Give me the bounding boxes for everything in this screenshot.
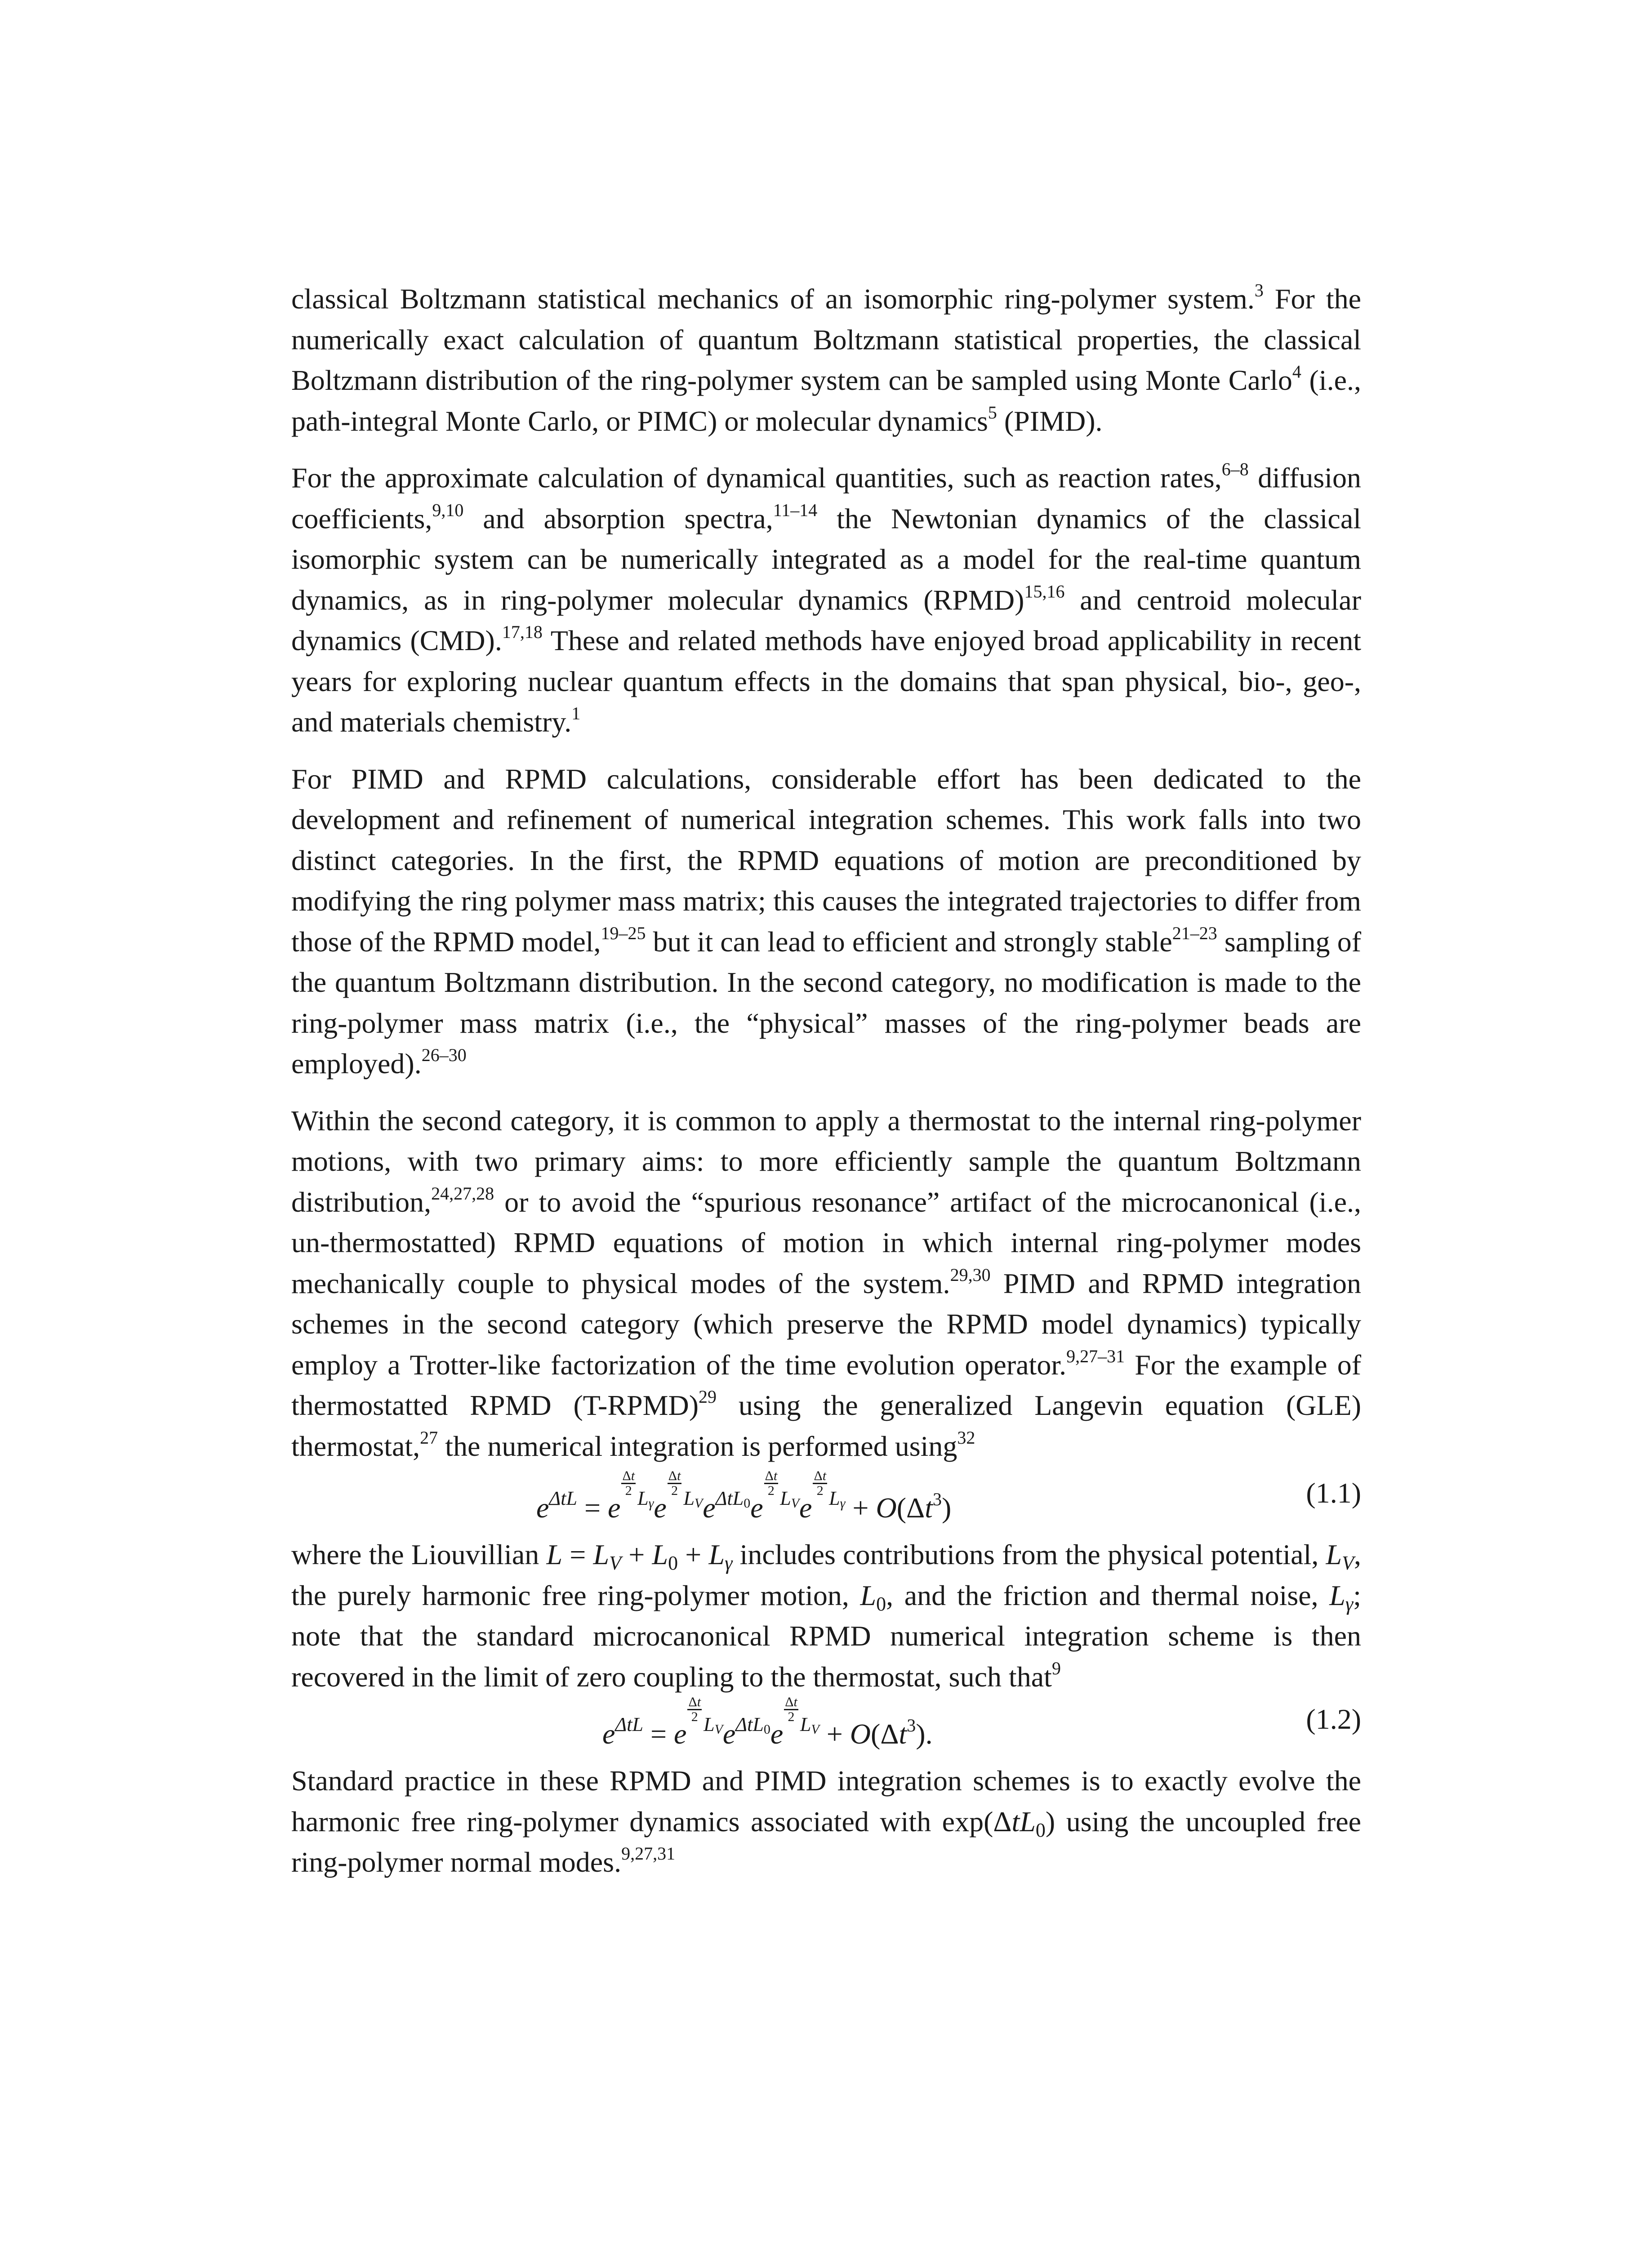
citation-ref: 3 <box>1254 280 1264 300</box>
math-subscript: V <box>1342 1552 1354 1574</box>
text-run: For the example of thermostatted RPMD (T-RPMD) <box>291 1348 1362 1421</box>
citation-ref: 9 <box>1051 1658 1061 1678</box>
text-run: = <box>562 1539 593 1570</box>
text-run: Within the second category, it is common to apply a thermostat to the internal ring-polymer motions, with two primary aims: to more efficiently sample the quantum Boltzmann distribution, <box>291 1104 1361 1218</box>
text-run: + <box>678 1539 709 1570</box>
citation-ref: 15,16 <box>1024 581 1065 602</box>
paragraph-5 <box>291 1534 1361 1697</box>
text-run: ; note that the standard microcanonical RPMD numerical integration scheme is then recovered in the limit of zero coupling to the thermostat, such that <box>291 1579 1362 1693</box>
text-run: using the generalized Langevin equation (GLE) thermostat, <box>291 1389 1361 1462</box>
citation-ref: 21–23 <box>1172 923 1217 943</box>
text-run: includes contributions from the physical potential, <box>732 1539 1326 1570</box>
paragraph-4 <box>291 1101 1361 1467</box>
text-run: the Newtonian dynamics of the classical isomorphic system can be numerically integrated as a model for the real-time quantum dynamics, as in ring-polymer molecular dynamics (RPMD) <box>291 502 1362 616</box>
text-run: + <box>621 1539 652 1570</box>
text-run: diffusion coefficients, <box>291 462 1362 535</box>
citation-ref: 19–25 <box>601 923 646 943</box>
citation-ref: 32 <box>957 1427 975 1448</box>
text-run: These and related methods have enjoyed broad applicability in recent years for exploring nuclear quantum effects in the domains that span physical, bio-, geo-, and materials chemistry. <box>291 624 1362 738</box>
text-run: or to avoid the “spurious resonance” artifact of the microcanonical (i.e., un-thermostatted) RPMD equations of motion in which internal ring-polymer modes mechanically couple to physical modes of the system. <box>291 1186 1361 1299</box>
citation-ref: 17,18 <box>502 622 543 642</box>
citation-ref: 9,10 <box>432 500 464 520</box>
math-symbol: L <box>1326 1539 1342 1570</box>
citation-ref: 9,27,31 <box>621 1843 676 1864</box>
citation-ref: 29,30 <box>950 1264 991 1285</box>
math-subscript: 0 <box>876 1592 886 1615</box>
text-run: PIMD and RPMD integration schemes in the second category (which preserve the RPMD model dynamics) typically employ a Trotter-like factorization of the time evolution operator. <box>291 1267 1362 1381</box>
math-subscript: γ <box>1345 1592 1354 1615</box>
citation-ref: 27 <box>420 1427 438 1448</box>
math-subscript: 0 <box>1035 1819 1046 1841</box>
paragraph-6 <box>291 1761 1361 1883</box>
text-run: Standard practice in these RPMD and PIMD integration schemes is to exactly evolve the harmonic free ring-polymer dynamics associated with exp(Δ <box>291 1765 1361 1838</box>
text-run: but it can lead to efficient and strongly stable <box>646 925 1172 958</box>
math-symbol: L <box>652 1539 668 1570</box>
equation-1-1-body: $e^{\Delta tL} = e$ $^{\frac{\Delta t}{2} L\gamma}$e $^{\frac{\Delta t}{2} LV}e^{\Delta tL0}e$ $^{\frac{\Delta t}{2} LV}$e $^{\frac{\Delta t}{2} L\gamma} + O(\Delta t^3)$ <box>536 1468 952 1524</box>
text-run: classical Boltzmann statistical mechanics of an isomorphic ring-polymer system. <box>291 283 1255 315</box>
text-run: where the Liouvillian <box>291 1539 547 1570</box>
citation-ref: 9,27–31 <box>1066 1346 1125 1366</box>
text-run: the numerical integration is performed using <box>438 1430 957 1462</box>
citation-ref: 24,27,28 <box>431 1183 494 1204</box>
paragraph-3 <box>291 759 1361 1084</box>
citation-ref: 4 <box>1292 361 1301 382</box>
citation-ref: 1 <box>571 703 581 723</box>
math-symbol: tL <box>1011 1805 1036 1838</box>
equation-1-2-body: $e^{\Delta tL} = e$ $^{\frac{\Delta t}{2} LV}e^{\Delta tL0}e$ $^{\frac{\Delta t}{2} LV} + O(\Delta t^3)$. <box>602 1695 933 1750</box>
equation-1-2 <box>291 1695 1361 1750</box>
text-run: (i.e., path-integral Monte Carlo, or PIMC) or molecular dynamics <box>291 364 1362 437</box>
text-run: and centroid molecular dynamics (CMD). <box>291 584 1361 656</box>
citation-ref: 26–30 <box>421 1045 467 1065</box>
math-symbol: L <box>708 1539 725 1570</box>
equation-1-1 <box>291 1468 1361 1524</box>
citation-ref: 5 <box>988 402 997 423</box>
text-run: For PIMD and RPMD calculations, considerable effort has been dedicated to the development and refinement of numerical integration schemes. This work falls into two distinct categories. In the first, the RPMD equations of motion are preconditioned by modifying the ring polymer mass matrix; this causes the integrated trajectories to differ from those of the RPMD model, <box>291 763 1361 958</box>
paragraph-2 <box>291 458 1361 743</box>
body-text <box>291 279 1361 1899</box>
math-subscript: V <box>609 1552 622 1574</box>
math-symbol: L <box>1329 1579 1345 1611</box>
citation-ref: 6–8 <box>1221 459 1249 479</box>
text-run: , the purely harmonic free ring-polymer motion, <box>291 1539 1362 1611</box>
equation-number: (1.1) <box>1306 1477 1361 1509</box>
math-symbol: L <box>546 1539 563 1570</box>
math-subscript: γ <box>725 1552 733 1574</box>
math-symbol: L <box>593 1539 610 1570</box>
equation-number: (1.2) <box>1306 1703 1361 1735</box>
math-subscript: 0 <box>668 1552 678 1574</box>
text-run: (PIMD). <box>997 405 1103 437</box>
text-run: ) using the uncoupled free ring-polymer normal modes. <box>291 1805 1362 1878</box>
text-run: and absorption spectra, <box>463 502 773 535</box>
text-run: For the approximate calculation of dynamical quantities, such as reaction rates, <box>291 462 1222 494</box>
math-symbol: L <box>860 1579 877 1611</box>
citation-ref: 11–14 <box>773 500 818 520</box>
citation-ref: 29 <box>699 1387 717 1407</box>
paragraph-1 <box>291 279 1361 442</box>
text-run: , and the friction and thermal noise, <box>886 1579 1330 1611</box>
text-run: For the numerically exact calculation of quantum Boltzmann statistical properties, the classical Boltzmann distribution of the ring-polymer system can be sampled using Monte Carlo <box>291 283 1361 396</box>
text-run: sampling of the quantum Boltzmann distribution. In the second category, no modification is made to the ring-polymer mass matrix (i.e., the “physical” masses of the ring-polymer beads are employed). <box>291 925 1362 1079</box>
